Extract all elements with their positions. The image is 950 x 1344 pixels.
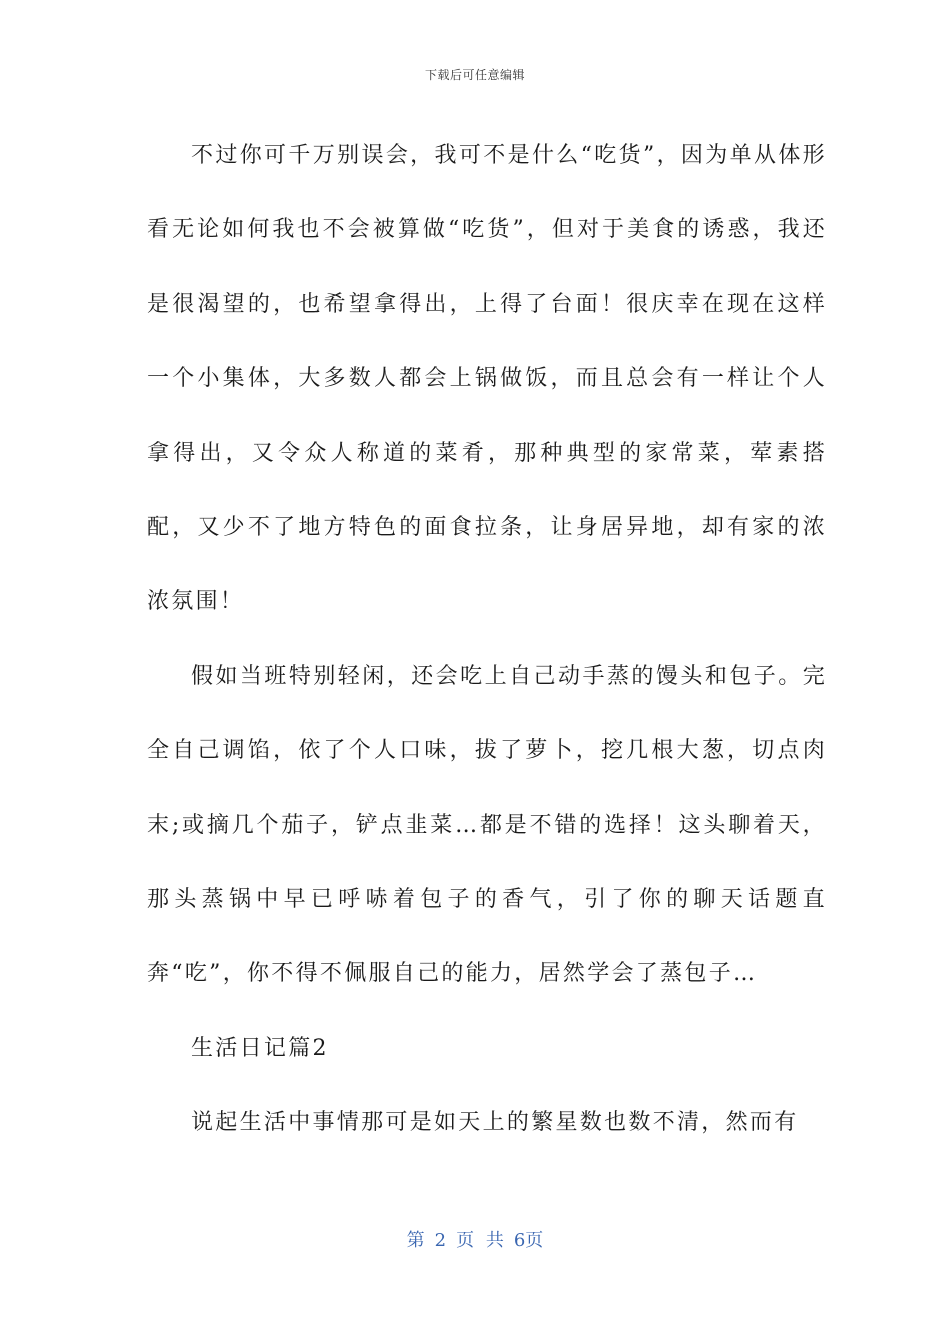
current-page-number: 2 [434,1230,447,1251]
total-pages: 6页 [513,1230,544,1251]
page-label-mid: 页 共 [456,1230,504,1251]
page-footer [0,1226,950,1252]
page-label-prefix: 第 [406,1230,425,1251]
paragraph: 假如当班特别轻闲，还会吃上自己动手蒸的馒头和包子。完全自己调馅，依了个人口味，拔了萝卜，挖几根大葱，切点肉末;或摘几个茄子，铲点韭菜…都是不错的选择！这头聊着天，那头蒸锅中早已呼哧着包子的香气，引了你的聊天话题直奔“吃”，你不得不佩服自己的能力，居然学会了蒸包子… [147,663,827,987]
paragraph: 说起生活中事情那可是如天上的繁星数也数不清，然而有 [191,1110,799,1136]
section-heading: 生活日记篇2 [191,1035,329,1061]
header-note: 下载后可任意编辑 [424,68,525,82]
paragraph: 不过你可千万别误会，我可不是什么“吃货”，因为单从体形看无论如何我也不会被算做“吃货”，但对于美食的诱惑，我还是很渴望的，也希望拿得出，上得了台面！很庆幸在现在这样一个小集体，大多数人都会上锅做饭，而且总会有一样让个人拿得出，又令众人称道的菜肴，那种典型的家常菜，荤素搭配，又少不了地方特色的面食拉条，让身居异地，却有家的浓浓氛围！ [147,143,827,615]
document-body [147,119,827,1161]
